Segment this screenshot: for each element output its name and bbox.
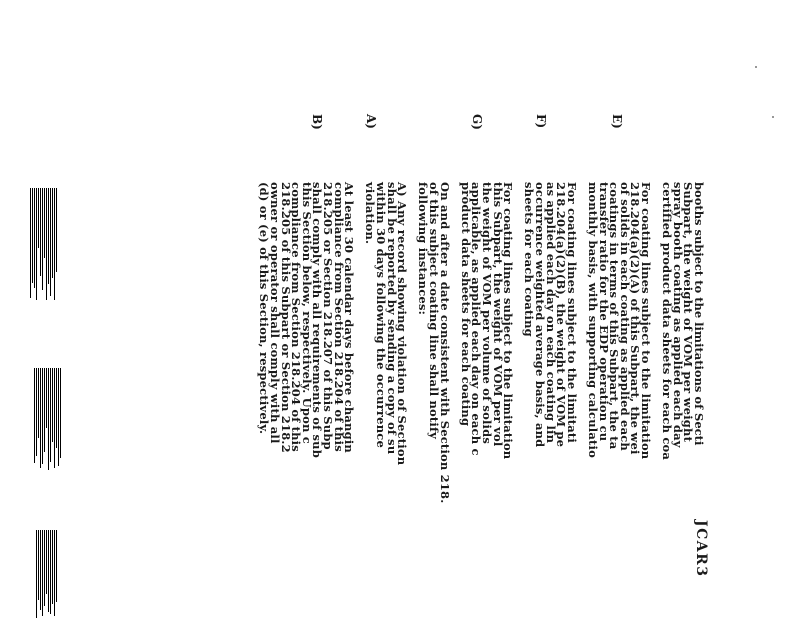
barcode-bar	[38, 188, 39, 248]
paragraph-marker-e: E)	[610, 114, 624, 129]
margin-barcode-middle	[34, 368, 62, 470]
body-text-line: violation.	[363, 182, 378, 245]
barcode-bar	[54, 368, 55, 468]
body-text-line: owner or operator shall comply with all	[268, 182, 282, 444]
body-text-line: 218.205 or Section 218.207 of this Subp	[321, 182, 335, 450]
body-text-line: A) Any record showing violation of Section	[395, 182, 410, 466]
body-text-line: monthly basis, with supporting calculatio	[586, 182, 600, 458]
body-text-line: (d) or (e) of this Section, respectively.	[257, 182, 272, 435]
barcode-bar	[56, 530, 57, 602]
barcode-bar	[44, 188, 45, 258]
body-text-line: 218.205 of this Subpart or Section 218.2	[278, 182, 293, 453]
barcode-bar	[52, 188, 53, 278]
body-text-line: compliance from Section 218.204 of this	[289, 182, 304, 452]
margin-barcode-top	[30, 188, 58, 300]
body-text-line: spray booth coating as applied each day	[670, 182, 685, 448]
scan-speck	[772, 116, 774, 118]
barcode-bar	[58, 368, 59, 466]
body-text-line: On and after a date consistent with Section 218.	[437, 182, 452, 504]
barcode-bar	[44, 530, 45, 606]
body-text-line: this Section below, respectively. Upon c	[299, 182, 314, 444]
body-text-line: For coating lines subject to the limitati	[564, 182, 579, 443]
body-text-line: following instances:	[416, 182, 431, 316]
barcode-bar	[36, 188, 37, 300]
barcode-bar	[36, 368, 37, 456]
body-text-line: occurrence weighted average basis, and	[533, 182, 547, 448]
barcode-bar	[38, 368, 39, 438]
paragraph-marker-a: A)	[364, 114, 378, 129]
barcode-bar	[48, 530, 49, 612]
barcode-bar	[50, 530, 51, 614]
body-text-line: For coating lines subject to the limitation	[639, 182, 653, 460]
barcode-bar	[42, 530, 43, 616]
body-text-line: of solids in each coating as applied each	[617, 182, 632, 451]
running-head: JCAR3	[693, 520, 709, 578]
barcode-bar	[60, 368, 61, 458]
body-text-line: certified product data sheets for each coa	[660, 182, 675, 461]
barcode-bar	[56, 368, 57, 448]
barcode-bar	[52, 530, 53, 604]
barcode-bar	[50, 368, 51, 462]
scan-speck	[755, 66, 757, 68]
body-text-line: sheets for each coating	[522, 182, 537, 337]
barcode-bar	[42, 368, 43, 464]
body-text-line: 218.204(a)(2)(A) of this Subpart, the wei	[628, 182, 643, 455]
barcode-bar	[50, 188, 51, 296]
body-text-line: Subpart, the weight of VOM per weight	[681, 182, 696, 443]
barcode-bar	[42, 188, 43, 290]
body-text-line: 218.204(a)(2)(B), the weight of VOM pe	[554, 182, 569, 448]
body-text-line: coatings in terms of this Subpart, the ta	[607, 182, 622, 450]
barcode-bar	[46, 530, 47, 594]
paragraph-marker-g: G)	[470, 114, 484, 130]
body-text-line: the weight of VOM per volume of solids	[480, 182, 494, 444]
barcode-bar	[40, 368, 41, 468]
body-text-line: within 30 days following the occurrence	[374, 182, 388, 448]
barcode-bar	[40, 188, 41, 276]
body-text-line: At least 30 calendar days before changin	[342, 182, 357, 453]
barcode-bar	[46, 188, 47, 300]
barcode-bar	[44, 368, 45, 452]
body-text-line: shall comply with all requirements of sub	[310, 182, 325, 458]
barcode-bar	[46, 368, 47, 428]
rotated-text-block	[289, 520, 709, 618]
barcode-bar	[32, 188, 33, 283]
barcode-bar	[34, 188, 35, 288]
barcode-bar	[34, 368, 35, 463]
barcode-bar	[48, 368, 49, 470]
barcode-bar	[40, 530, 41, 610]
body-text-line: of this subject coating line shall notify	[427, 182, 441, 440]
barcode-bar	[54, 188, 55, 300]
barcode-bar	[54, 530, 55, 616]
body-text-line: shall be reported by sending a copy of su	[384, 182, 399, 455]
body-text-line: this Subpart, the weight of VOM per vol	[490, 182, 505, 447]
body-text-line: booths subject to the limitations of Secti	[692, 182, 706, 446]
margin-barcode-bottom	[36, 530, 58, 618]
body-text-line: compliance from Section 218.204 of this	[331, 182, 346, 452]
barcode-bar	[52, 368, 53, 442]
body-text-line: applicable, as applied each day on each c	[469, 182, 484, 456]
barcode-bar	[38, 530, 39, 600]
barcode-bar	[48, 188, 49, 284]
body-text-line: transfer ratio for the EDP operation cu	[596, 182, 611, 442]
barcode-bar	[30, 188, 31, 298]
body-text-line: product data sheets for each coating	[458, 182, 473, 427]
body-text-line: For coating lines subject to the limitation	[501, 182, 516, 460]
paragraph-marker-f: F)	[534, 114, 548, 129]
barcode-bar	[56, 188, 57, 272]
barcode-bar	[36, 530, 37, 618]
body-text-line: as applied each day on each coating lin	[543, 182, 558, 444]
paragraph-marker-b: B)	[310, 114, 324, 130]
